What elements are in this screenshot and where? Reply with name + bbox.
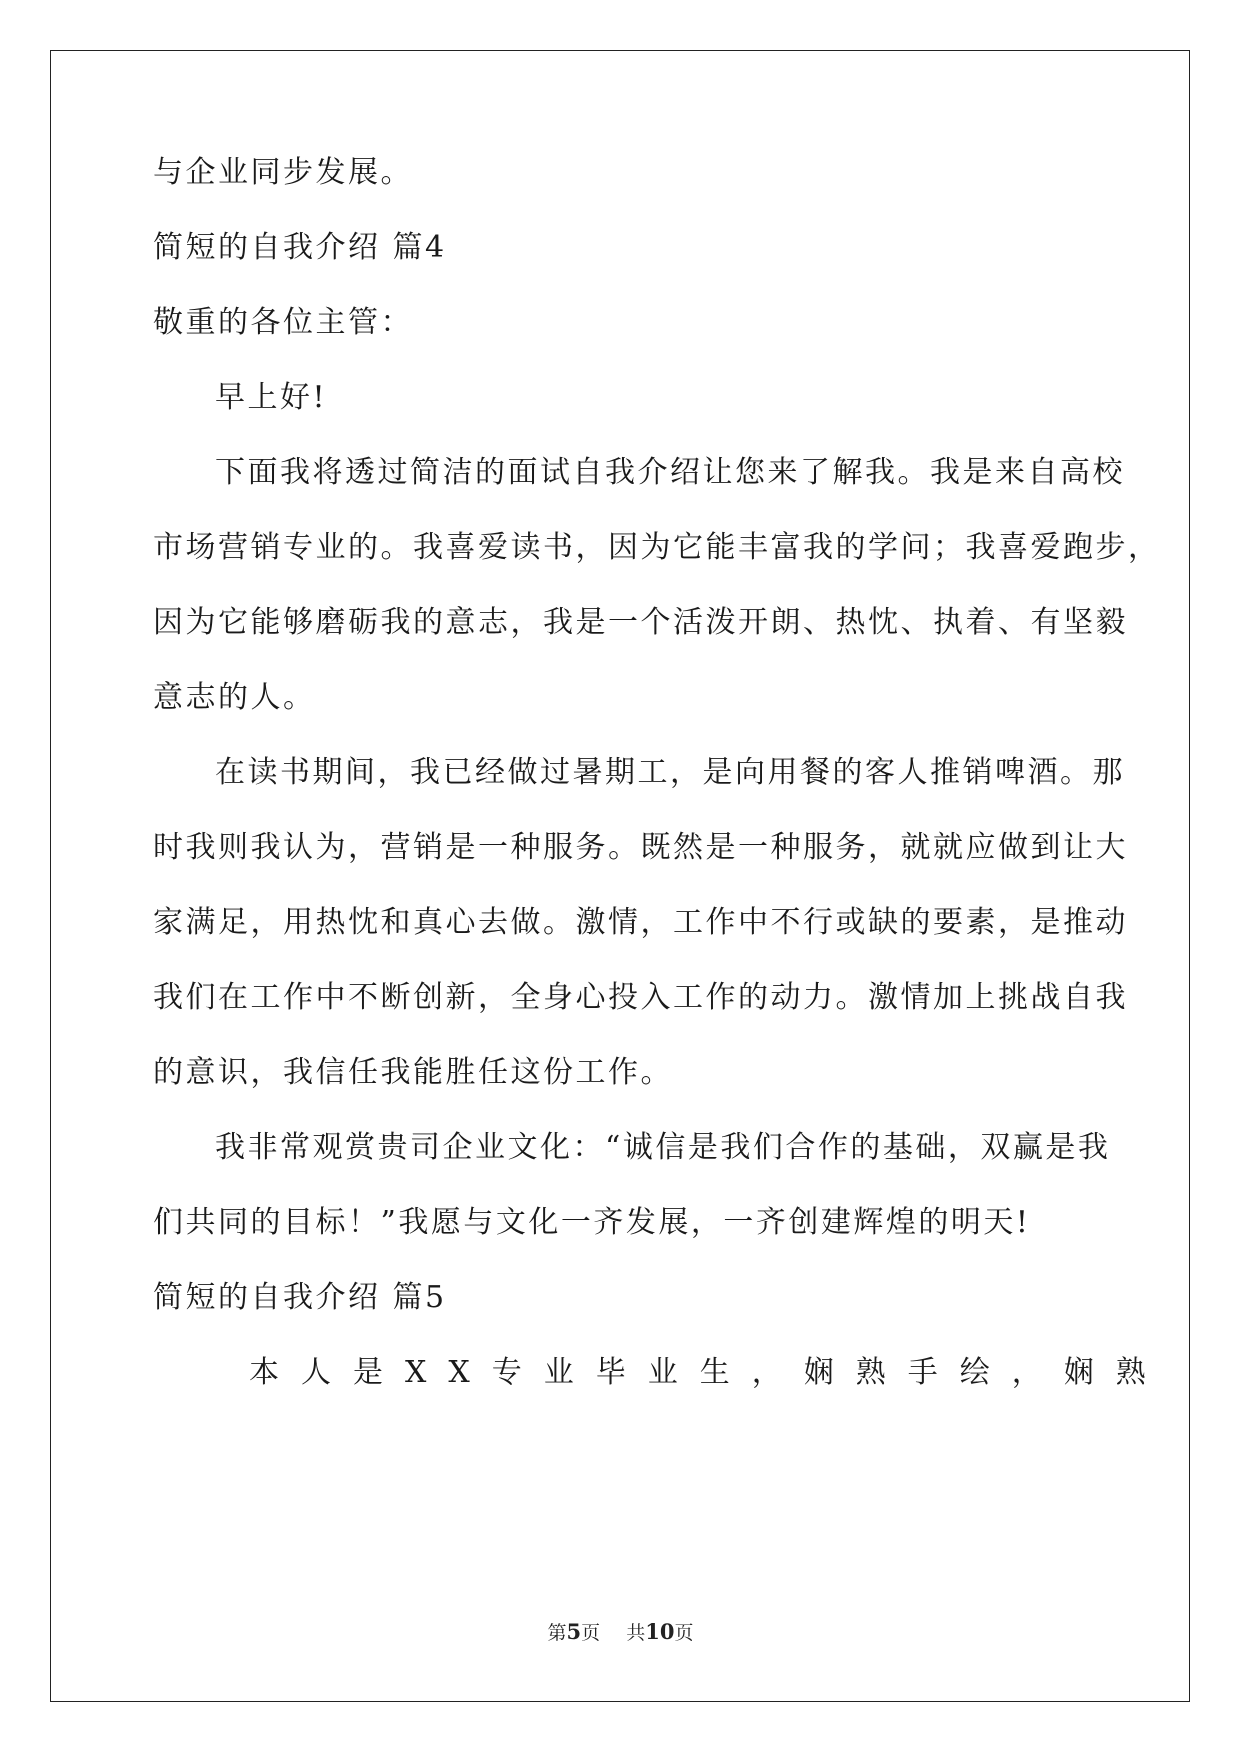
paragraph-line: 市场营销专业的。我喜爱读书，因为它能丰富我的学问；我喜爱跑步，: [153, 530, 1161, 565]
paragraph-line: 我们在工作中不断创新，全身心投入工作的动力。激情加上挑战自我: [153, 980, 1128, 1015]
paragraph-line: 家满足，用热忱和真心去做。激情，工作中不行或缺的要素，是推动: [153, 905, 1128, 940]
paragraph-line: 意志的人。: [153, 680, 316, 715]
page-frame: [50, 50, 1190, 1702]
body-line: 与企业同步发展。: [153, 155, 413, 190]
paragraph-line: 下面我将透过简洁的面试自我介绍让您来了解我。我是来自高校: [215, 455, 1125, 490]
paragraph-line: 的意识，我信任我能胜任这份工作。: [153, 1055, 673, 1090]
section-heading: 简短的自我介绍 篇4: [153, 230, 447, 265]
paragraph-line: 时我则我认为，营销是一种服务。既然是一种服务，就就应做到让大: [153, 830, 1128, 865]
paragraph-line: 本人是XX专业毕业生，娴熟手绘，娴熟: [249, 1355, 1168, 1390]
page-prefix: 第: [547, 1622, 567, 1644]
paragraph-line: 在读书期间，我已经做过暑期工，是向用餐的客人推销啤酒。那: [215, 755, 1125, 790]
total-pages: 10: [645, 1619, 675, 1644]
greeting: 早上好!: [215, 380, 328, 415]
total-prefix: 共: [626, 1622, 646, 1644]
page-footer: [0, 1620, 1241, 1645]
section-heading: 简短的自我介绍 篇5: [153, 1280, 447, 1315]
total-suffix: 页: [674, 1622, 694, 1644]
paragraph-line: 我非常观赏贵司企业文化：“诚信是我们合作的基础，双赢是我: [215, 1130, 1111, 1165]
total-indicator: [626, 1619, 694, 1644]
paragraph-line: 因为它能够磨砺我的意志，我是一个活泼开朗、热忱、执着、有坚毅: [153, 605, 1128, 640]
page-number: 5: [566, 1619, 582, 1644]
page-indicator: [547, 1619, 601, 1644]
page-suffix: 页: [581, 1622, 601, 1644]
paragraph-line: 们共同的目标！”我愿与文化一齐发展，一齐创建辉煌的明天!: [153, 1205, 1031, 1240]
salutation: 敬重的各位主管：: [153, 305, 413, 340]
